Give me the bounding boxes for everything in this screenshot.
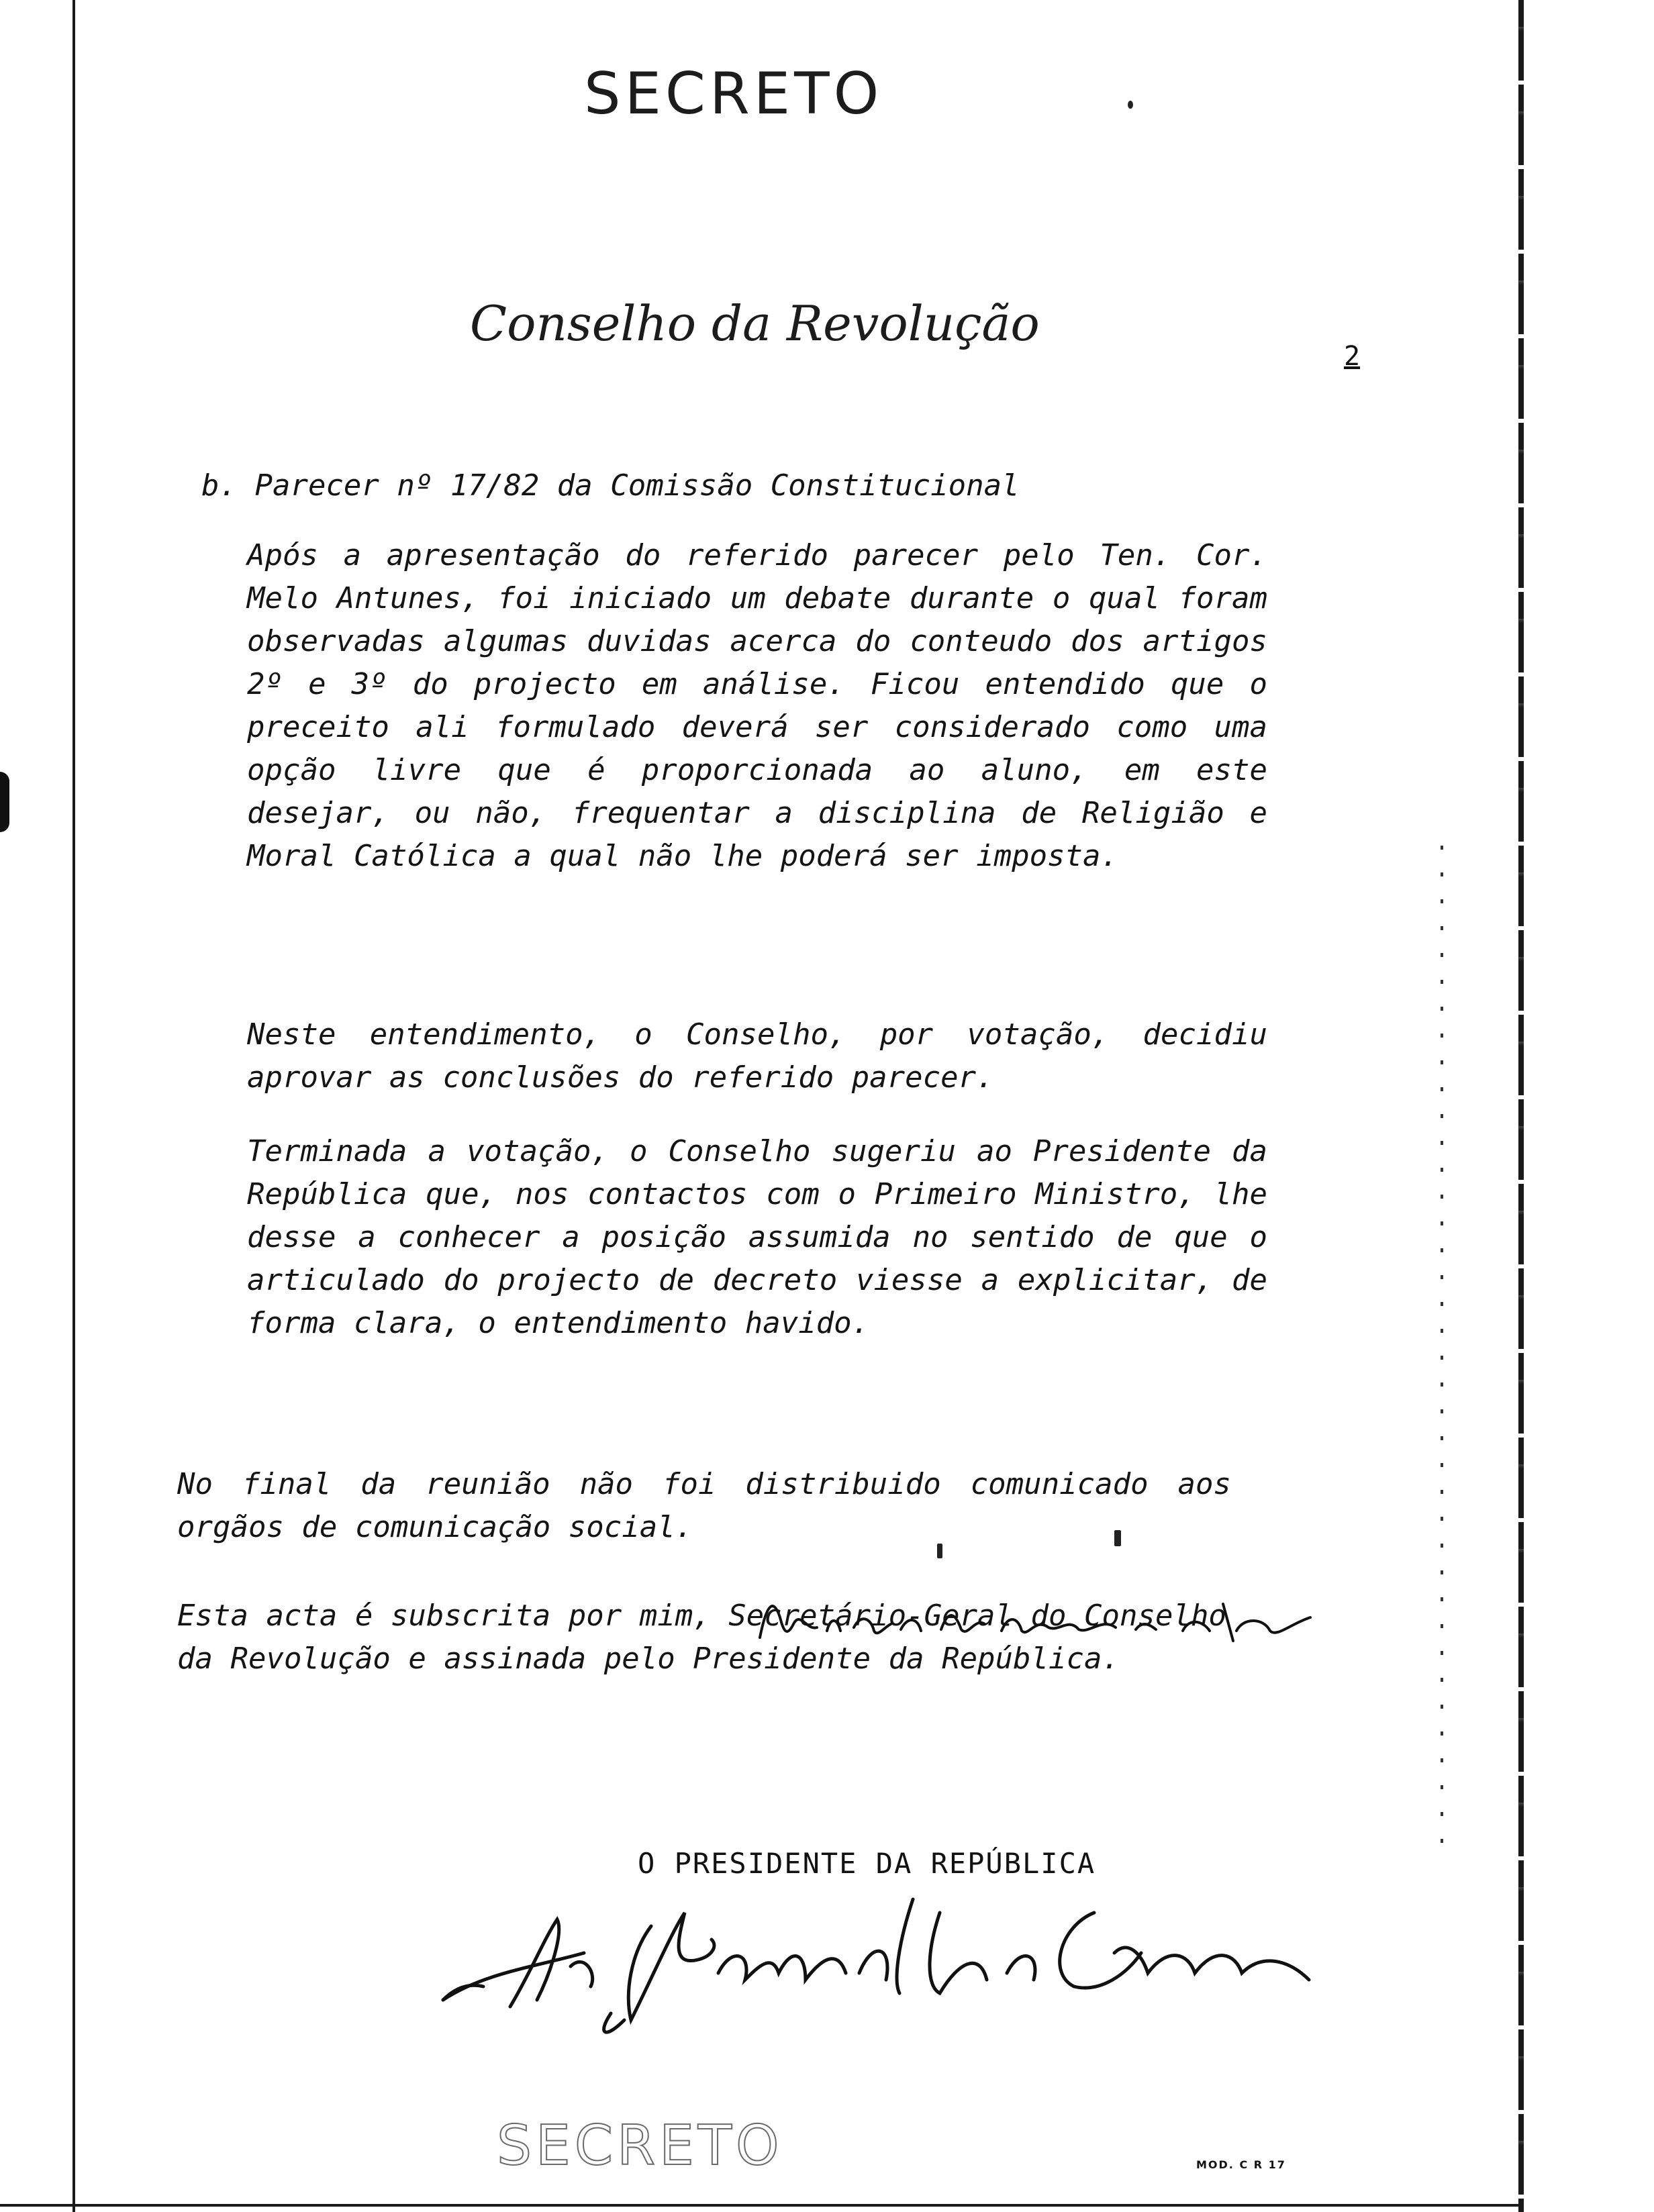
president-signature bbox=[430, 1872, 1322, 2047]
letterhead-title: Conselho da Revolução bbox=[470, 295, 1040, 352]
bottom-edge-rule bbox=[0, 2204, 1524, 2207]
paragraph-communique: No final da reunião não foi distribuido comunicado aos orgãos de comunicação social. bbox=[177, 1467, 1231, 1544]
ink-speck bbox=[937, 1544, 942, 1558]
paragraph-subscription: Esta acta é subscrita por mim, Secretário-Geral do Conselho da Revolução e assinada pelo Presidente da República. bbox=[177, 1599, 1226, 1676]
secretary-signature bbox=[753, 1591, 1317, 1651]
paragraph-debate: Após a apresentação do referido parecer pelo Ten. Cor. Melo Antunes, foi iniciado um debate durante o qual foram observadas algumas duvidas acerca do conteudo dos artigos 2º e 3º do projecto em análise. Ficou entendido que o preceito ali formulado deverá ser considerado como uma opção livre que é proporcionada ao aluno, em este desejar, ou não, frequentar a disciplina de Religião e Moral Católica a qual não lhe poderá ser imposta. bbox=[247, 538, 1267, 873]
secret-stamp-top: SECRETO bbox=[584, 60, 883, 128]
secret-stamp-bottom: SECRETO bbox=[497, 2114, 783, 2178]
right-margin-marks bbox=[1441, 846, 1443, 1852]
section-heading: b. Parecer nº 17/82 da Comissão Constitucional bbox=[201, 468, 1020, 503]
paragraph-vote: Neste entendimento, o Conselho, por votação, decidiu aprovar as conclusões do referido parecer. bbox=[247, 1017, 1267, 1095]
president-label: O PRESIDENTE DA REPÚBLICA bbox=[638, 1847, 1096, 1880]
ink-speck bbox=[1114, 1530, 1121, 1546]
form-code: MOD. C R 17 bbox=[1196, 2158, 1286, 2171]
left-margin-rule bbox=[72, 0, 75, 2212]
binding-notch bbox=[0, 772, 9, 832]
ink-speck bbox=[1128, 101, 1133, 109]
paragraph-suggestion: Terminada a votação, o Conselho sugeriu ao Presidente da República que, nos contactos com o Primeiro Ministro, lhe desse a conhecer a posição assumida no sentido de que o articulado do projecto de decreto viesse a explicitar, de forma clara, o entendimento havido. bbox=[247, 1134, 1267, 1340]
page-number: 2 bbox=[1344, 341, 1361, 372]
right-page-edge bbox=[1518, 0, 1524, 2212]
